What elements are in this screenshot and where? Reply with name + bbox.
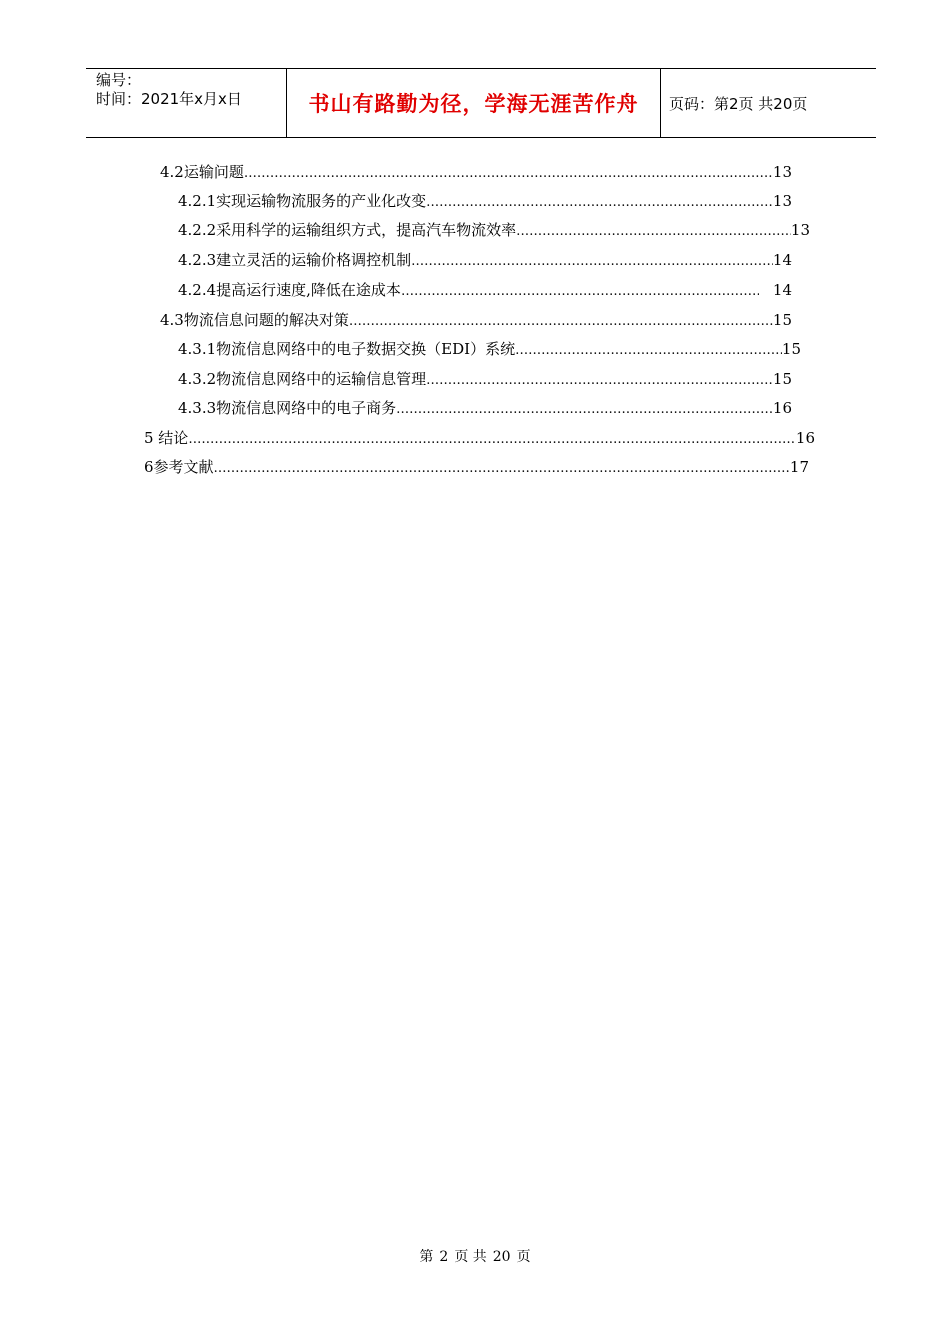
- toc-entry-page: 16: [772, 399, 792, 417]
- toc-entry-label: 5 结论: [144, 429, 189, 447]
- toc-entry-label: 4.2.2采用科学的运输组织方式，提高汽车物流效率: [178, 221, 517, 239]
- toc-entry[interactable]: [178, 367, 792, 391]
- toc-entry-label: 4.3.1物流信息网络中的电子数据交换（EDI）系统: [178, 340, 516, 358]
- page-footer: [0, 1246, 950, 1266]
- header-motto: 书山有路勤为径，学海无涯苦作舟: [287, 69, 661, 137]
- toc-entry-label: 4.2.1实现运输物流服务的产业化改变: [178, 192, 427, 210]
- toc-entry-page: 16: [795, 429, 815, 447]
- toc-entry[interactable]: [178, 189, 792, 213]
- toc-entry-page: 15: [781, 340, 801, 358]
- footer-prefix: 第: [419, 1249, 434, 1265]
- toc-leader: [396, 398, 773, 422]
- toc-entry-label: 4.3物流信息问题的解决对策: [160, 311, 349, 329]
- toc-leader: [401, 280, 759, 304]
- toc-entry[interactable]: [178, 337, 801, 361]
- document-time: 时间：2021年x月x日: [96, 90, 242, 108]
- toc-entry[interactable]: [178, 396, 792, 420]
- toc-entry-label: 4.3.3物流信息网络中的电子商务: [178, 399, 397, 417]
- toc-entry-label: 4.2运输问题: [160, 163, 244, 181]
- toc-entry-page: 13: [772, 192, 792, 210]
- footer-suffix: 页: [516, 1249, 531, 1265]
- toc-leader: [214, 457, 790, 481]
- toc-entry-page: 17: [789, 458, 809, 476]
- document-number: 编号：: [96, 71, 142, 89]
- toc-entry[interactable]: [178, 218, 810, 242]
- footer-total-pages: 20: [492, 1249, 511, 1265]
- toc-entry-page: 14: [772, 251, 792, 269]
- toc-entry-label: 4.2.4提高运行速度,降低在途成本: [178, 281, 401, 299]
- toc-leader: [244, 162, 773, 186]
- footer-mid: 页 共: [454, 1249, 487, 1265]
- toc-leader: [515, 339, 782, 363]
- toc-leader: [426, 369, 773, 393]
- footer-current-page: 2: [439, 1249, 449, 1265]
- toc-leader: [411, 250, 773, 274]
- toc-entry-page: 13: [790, 221, 810, 239]
- header-meta: [86, 69, 287, 137]
- toc-entry-label: 4.2.3建立灵活的运输价格调控机制: [178, 251, 412, 269]
- toc-entry[interactable]: [178, 248, 792, 272]
- toc-entry[interactable]: [160, 160, 792, 184]
- toc-entry-page: 13: [772, 163, 792, 181]
- toc-leader: [349, 310, 773, 334]
- toc-entry-page: 14: [772, 281, 792, 299]
- header-page-info: 页码：第2页 共20页: [669, 94, 808, 113]
- toc-entry[interactable]: [178, 278, 792, 302]
- toc-entry[interactable]: [144, 426, 815, 450]
- toc-leader: [188, 428, 796, 452]
- page-header: [86, 68, 876, 138]
- toc-entry-label: 4.3.2物流信息网络中的运输信息管理: [178, 370, 427, 388]
- toc-leader: [516, 220, 791, 244]
- toc-entry-page: 15: [772, 311, 792, 329]
- toc-entry[interactable]: [144, 455, 809, 479]
- toc-entry-page: 15: [772, 370, 792, 388]
- toc-leader: [426, 191, 773, 215]
- toc-entry[interactable]: [160, 308, 792, 332]
- toc-entry-label: 6参考文献: [144, 458, 214, 476]
